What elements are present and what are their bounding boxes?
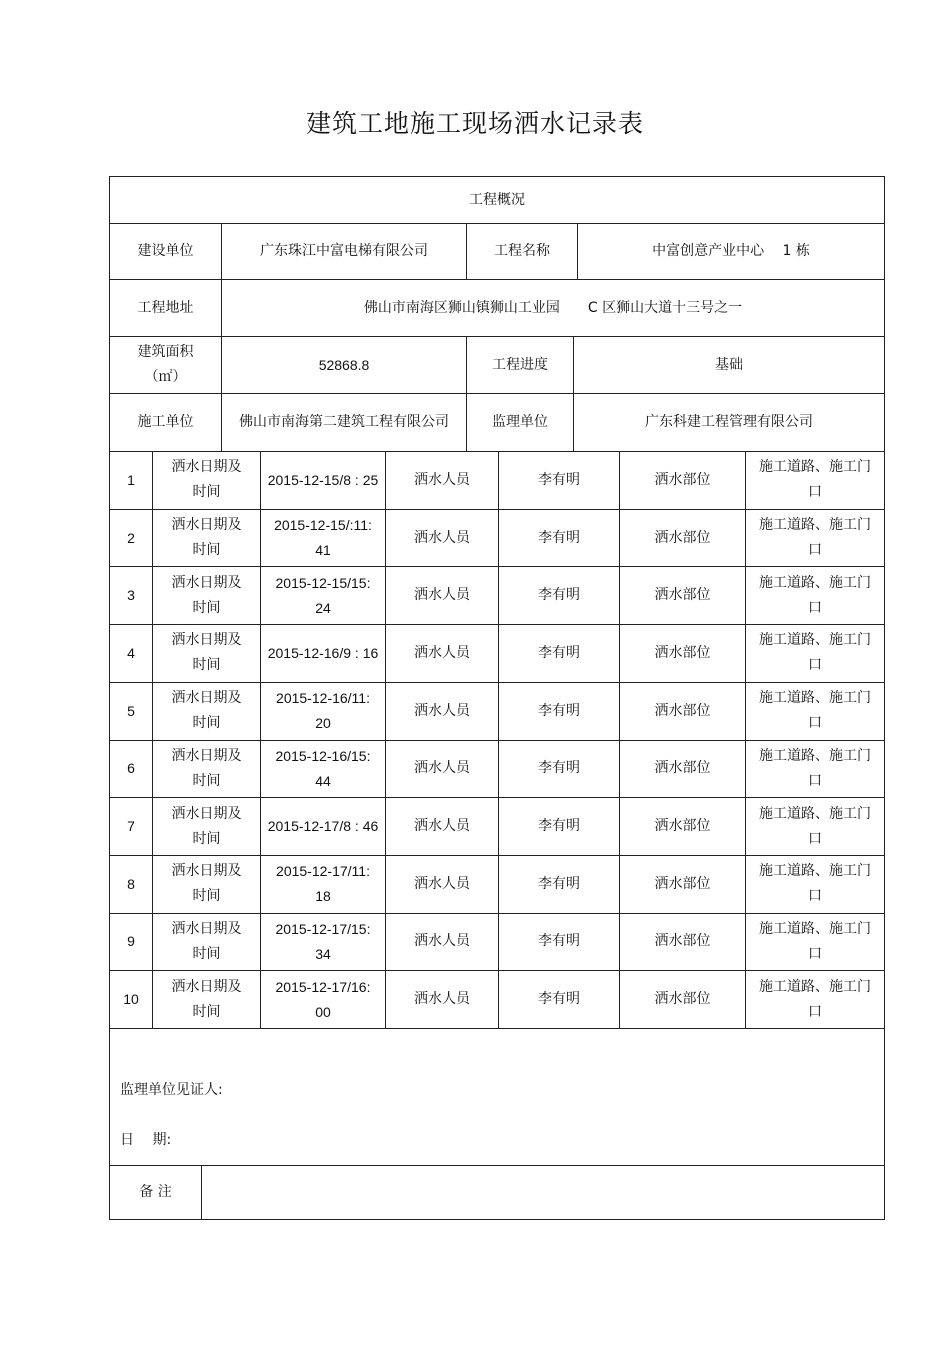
overview-title: 工程概况 <box>469 191 525 208</box>
person-value: 李有明 <box>538 702 580 719</box>
progress-value: 基础 <box>715 356 743 373</box>
supervisor-label: 监理单位 <box>492 414 548 430</box>
date-time-label: 洒水日期及时间 <box>171 459 242 501</box>
date-time-value: 2015-12-15/:11: 41 <box>274 517 372 559</box>
date-time-value: 2015-12-15/15: 24 <box>275 574 371 616</box>
record-number: 6 <box>127 760 135 777</box>
location-value: 施工道路、施工门口 <box>759 632 871 674</box>
person-value: 李有明 <box>538 529 580 546</box>
location-label: 洒水部位 <box>654 875 711 892</box>
date-time-value: 2015-12-16/9 : 16 <box>267 644 379 661</box>
date-time-value: 2015-12-17/11: 18 <box>276 863 370 905</box>
record-number: 10 <box>123 991 139 1008</box>
contractor-label: 施工单位 <box>137 414 194 430</box>
record-number: 7 <box>127 818 135 835</box>
date-time-label: 洒水日期及时间 <box>171 574 242 616</box>
witness-label: 监理单位见证人: <box>120 1081 223 1098</box>
record-number: 8 <box>127 875 135 892</box>
location-value: 施工道路、施工门口 <box>759 747 871 789</box>
date-time-label: 洒水日期及时间 <box>171 632 242 674</box>
address-label: 工程地址 <box>137 299 194 316</box>
page-title: 建筑工地施工现场洒水记录表 <box>305 109 644 138</box>
person-value: 李有明 <box>538 471 580 488</box>
record-table <box>109 176 885 1220</box>
location-label: 洒水部位 <box>654 991 711 1008</box>
person-label: 洒水人员 <box>414 529 470 546</box>
record-number: 5 <box>127 702 135 719</box>
location-label: 洒水部位 <box>654 587 711 604</box>
project-name-value: 中富创意产业中心 1 栋 <box>652 243 810 259</box>
date-time-value: 2015-12-16/11: 20 <box>276 690 370 732</box>
location-label: 洒水部位 <box>654 529 711 546</box>
date-time-label: 洒水日期及时间 <box>171 690 242 732</box>
remarks-label: 备 注 <box>139 1184 172 1200</box>
date-time-label: 洒水日期及时间 <box>171 863 242 905</box>
date-time-value: 2015-12-16/15: 44 <box>275 747 371 789</box>
record-number: 3 <box>127 587 135 604</box>
person-label: 洒水人员 <box>414 471 470 488</box>
area-value: 52868.8 <box>318 356 370 373</box>
supervisor-value: 广东科建工程管理有限公司 <box>645 414 813 430</box>
person-label: 洒水人员 <box>414 760 470 777</box>
builder-label: 建设单位 <box>137 243 194 259</box>
date-time-label: 洒水日期及时间 <box>171 517 242 559</box>
person-label: 洒水人员 <box>414 644 470 661</box>
project-name-label: 工程名称 <box>494 243 550 259</box>
record-number: 2 <box>127 529 135 546</box>
person-value: 李有明 <box>538 875 580 892</box>
inspection-date-label: 日 期: <box>120 1131 172 1148</box>
date-time-value: 2015-12-15/8 : 25 <box>267 471 379 488</box>
location-label: 洒水部位 <box>654 933 711 950</box>
location-value: 施工道路、施工门口 <box>759 920 871 962</box>
location-value: 施工道路、施工门口 <box>759 978 871 1020</box>
date-time-value: 2015-12-17/8 : 46 <box>267 818 379 835</box>
person-value: 李有明 <box>538 818 580 835</box>
record-number: 9 <box>127 933 135 950</box>
location-value: 施工道路、施工门口 <box>759 517 871 559</box>
location-label: 洒水部位 <box>654 702 711 719</box>
location-label: 洒水部位 <box>654 760 711 777</box>
person-label: 洒水人员 <box>414 875 470 892</box>
location-value: 施工道路、施工门口 <box>759 574 871 616</box>
area-label: 建筑面积（㎡） <box>137 344 194 385</box>
location-label: 洒水部位 <box>654 818 711 835</box>
date-time-label: 洒水日期及时间 <box>171 805 242 847</box>
date-time-value: 2015-12-17/16: 00 <box>275 978 371 1020</box>
date-time-label: 洒水日期及时间 <box>171 920 242 962</box>
date-time-value: 2015-12-17/15: 34 <box>275 920 371 962</box>
contractor-value: 佛山市南海第二建筑工程有限公司 <box>239 414 449 430</box>
person-label: 洒水人员 <box>414 991 470 1008</box>
person-label: 洒水人员 <box>414 702 470 719</box>
remarks-value <box>202 1166 884 1219</box>
person-value: 李有明 <box>538 991 580 1008</box>
person-value: 李有明 <box>538 587 580 604</box>
person-value: 李有明 <box>538 644 580 661</box>
person-label: 洒水人员 <box>414 818 470 835</box>
person-label: 洒水人员 <box>414 933 470 950</box>
person-label: 洒水人员 <box>414 587 470 604</box>
person-value: 李有明 <box>538 760 580 777</box>
location-label: 洒水部位 <box>654 471 711 488</box>
date-time-label: 洒水日期及时间 <box>171 747 242 789</box>
location-value: 施工道路、施工门口 <box>759 690 871 732</box>
location-value: 施工道路、施工门口 <box>759 459 871 501</box>
location-value: 施工道路、施工门口 <box>759 863 871 905</box>
record-number: 1 <box>127 471 135 488</box>
person-value: 李有明 <box>538 933 580 950</box>
builder-value: 广东珠江中富电梯有限公司 <box>260 243 428 259</box>
location-label: 洒水部位 <box>654 644 711 661</box>
progress-label: 工程进度 <box>492 356 548 373</box>
address-value: 佛山市南海区狮山镇狮山工业园 C 区狮山大道十三号之一 <box>363 299 743 316</box>
date-time-label: 洒水日期及时间 <box>171 978 242 1020</box>
location-value: 施工道路、施工门口 <box>759 805 871 847</box>
record-number: 4 <box>127 644 135 661</box>
